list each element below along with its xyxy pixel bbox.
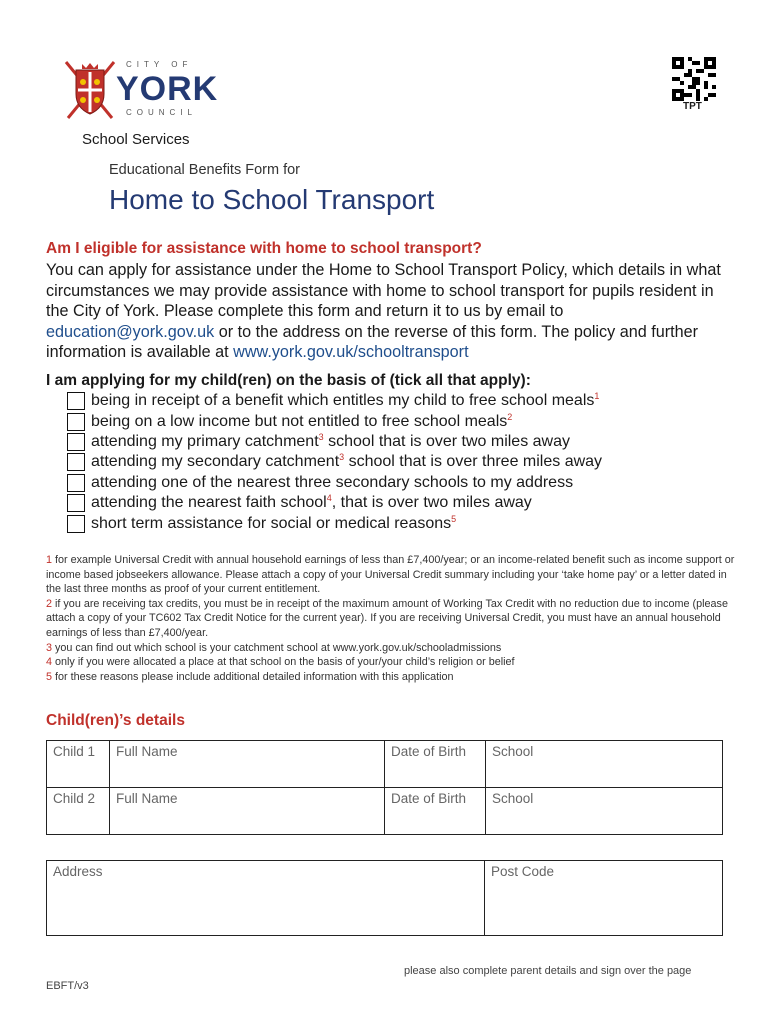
tick-checkbox[interactable] bbox=[67, 474, 85, 492]
department-name: School Services bbox=[82, 131, 190, 148]
email-link[interactable]: education@york.gov.uk bbox=[46, 322, 215, 341]
address-table bbox=[46, 860, 723, 936]
basis-option-label: attending my secondary catchment$^3$ school that is over three miles away bbox=[91, 452, 603, 471]
postcode-field[interactable]: Post Code bbox=[485, 861, 723, 936]
basis-option bbox=[46, 432, 746, 452]
footnote: 3 you can find out which school is your catchment school at www.york.gov.uk/schooladmissions bbox=[46, 641, 502, 654]
child-dob-field[interactable]: Date of Birth bbox=[385, 741, 486, 788]
basis-option-label: short term assistance for social or medical reasons$^5$ bbox=[91, 513, 457, 532]
address-field[interactable]: Address bbox=[47, 861, 485, 936]
basis-heading: I am applying for my child(ren) on the basis of (tick all that apply): bbox=[46, 372, 531, 389]
tick-checkbox[interactable] bbox=[67, 392, 85, 410]
form-reference: EBFT/v3 bbox=[46, 980, 89, 992]
tick-checkbox[interactable] bbox=[67, 433, 85, 451]
footnote-ref: 1 bbox=[594, 391, 600, 402]
footnote: 2 if you are receiving tax credits, you must be in receipt of the maximum amount of Working Tax Credit with no reduction due to income (please attach a copy of your TC602 Tax Credit Notice for the current year). If you are receiving Universal Credit, you must have an annual household earnings of less than £7,400/year. bbox=[46, 597, 728, 639]
basis-option bbox=[46, 473, 746, 493]
qr-code-icon bbox=[672, 57, 716, 101]
basis-option bbox=[46, 513, 746, 533]
basis-option-label: attending my primary catchment$^3$ school that is over two miles away bbox=[91, 431, 570, 450]
children-table bbox=[46, 740, 723, 835]
form-subtitle: Educational Benefits Form for bbox=[109, 162, 301, 178]
eligibility-paragraph: You can apply for assistance under the Home to School Transport Policy, which details in what circumstances we may provide assistance with home to school transport for pupils resident in the City of York. Please complete this form and return it to us by email to education@york.gov.uk or to the address on the reverse of this form. The policy and further information is available at www.york.gov.uk/schooltransport bbox=[46, 261, 721, 361]
council-logo bbox=[62, 58, 232, 122]
page-title: Home to School Transport bbox=[109, 184, 435, 215]
logo-york: YORK bbox=[116, 70, 219, 108]
footnote-ref: 4 bbox=[326, 493, 332, 504]
tick-checkbox[interactable] bbox=[67, 515, 85, 533]
logo-city-of: CITY OF bbox=[126, 60, 193, 69]
basis-option bbox=[46, 391, 746, 411]
qr-label: TPT bbox=[683, 101, 702, 112]
footer-note: please also complete parent details and sign over the page bbox=[404, 965, 692, 977]
child-row bbox=[47, 788, 723, 835]
children-heading: Child(ren)’s details bbox=[46, 712, 185, 729]
child-school-field[interactable]: School bbox=[486, 741, 723, 788]
child-full-name-field[interactable]: Full Name bbox=[110, 788, 385, 835]
logo-council: COUNCIL bbox=[126, 108, 198, 117]
tick-checkbox[interactable] bbox=[67, 453, 85, 471]
footnote-ref: 2 bbox=[507, 411, 513, 422]
basis-option bbox=[46, 452, 746, 472]
basis-option bbox=[46, 493, 746, 513]
basis-option-label: attending one of the nearest three secondary schools to my address bbox=[91, 473, 574, 491]
footnote: 1 for example Universal Credit with annual household earnings of less than £7,400/year; or an income-related benefit such as income support or income based jobseekers allowance. Please attach a copy of your Universal Credit summary including your ‘take home pay’ or a letter dated in the last three months as proof of your current entitlement. bbox=[46, 554, 735, 596]
tick-checkbox[interactable] bbox=[67, 413, 85, 431]
child-label: Child 1 bbox=[47, 741, 110, 788]
child-full-name-field[interactable]: Full Name bbox=[110, 741, 385, 788]
tick-checkbox[interactable] bbox=[67, 494, 85, 512]
basis-option-label: being in receipt of a benefit which entitles my child to free school meals$^1$ bbox=[91, 391, 600, 410]
basis-option-label: attending the nearest faith school$^4$, that is over two miles away bbox=[91, 493, 532, 512]
footnote: 4 only if you were allocated a place at that school on the basis of your/your child’s religion or belief bbox=[46, 656, 515, 669]
child-dob-field[interactable]: Date of Birth bbox=[385, 788, 486, 835]
policy-link[interactable]: www.york.gov.uk/schooltransport bbox=[233, 343, 469, 361]
eligibility-question: Am I eligible for assistance with home to school transport? bbox=[46, 240, 482, 257]
basis-checklist bbox=[46, 391, 746, 534]
child-school-field[interactable]: School bbox=[486, 788, 723, 835]
basis-option bbox=[46, 411, 746, 431]
basis-option-label: being on a low income but not entitled to free school meals$^2$ bbox=[91, 411, 513, 430]
crest-icon bbox=[62, 58, 118, 122]
footnote: 5 for these reasons please include additional detailed information with this application bbox=[46, 670, 454, 683]
footnotes bbox=[46, 553, 736, 684]
footnote-ref: 3 bbox=[339, 452, 345, 463]
footnote-ref: 3 bbox=[318, 431, 324, 442]
footnote-ref: 5 bbox=[451, 513, 457, 524]
child-row bbox=[47, 741, 723, 788]
child-label: Child 2 bbox=[47, 788, 110, 835]
